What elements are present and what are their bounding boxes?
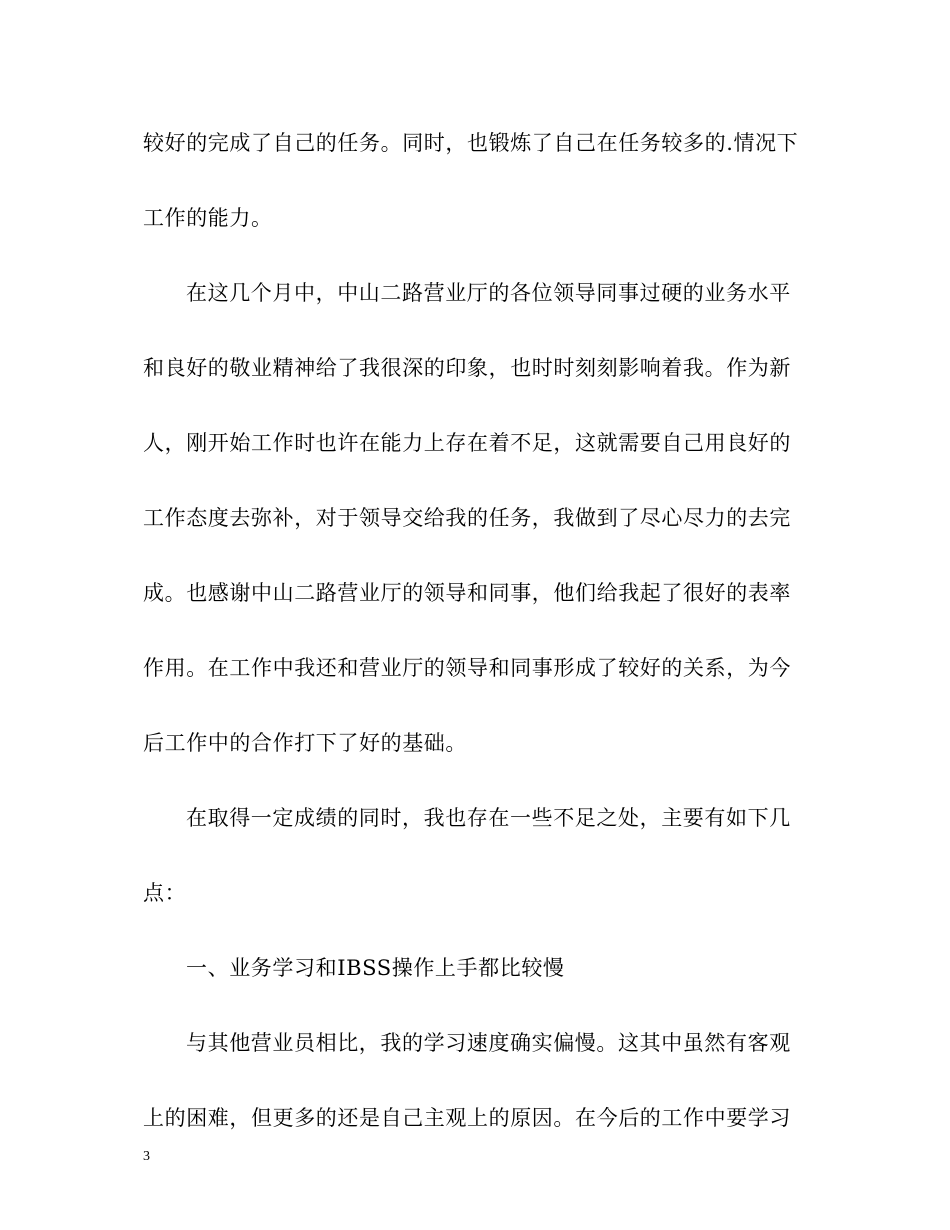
paragraph-start-line: 与其他营业员相比，我的学习速度确实偏慢。这其中虽然有客观 bbox=[186, 1031, 791, 1055]
page-number: 3 bbox=[143, 1149, 150, 1164]
text-line: 上的困难，但更多的还是自己主观上的原因。在今后的工作中要学习 bbox=[143, 1106, 791, 1130]
text-line: 成。也感谢中山二路营业厅的领导和同事，他们给我起了很好的表率 bbox=[143, 581, 791, 605]
text-line: 人，刚开始工作时也许在能力上存在着不足，这就需要自己用良好的 bbox=[143, 431, 791, 455]
text-line: 作用。在工作中我还和营业厅的领导和同事形成了较好的关系，为今 bbox=[143, 656, 791, 680]
text-line: 后工作中的合作打下了好的基础。 bbox=[143, 731, 467, 755]
text-line: 较好的完成了自己的任务。同时，也锻炼了自己在任务较多的.情况下 bbox=[143, 131, 799, 155]
text-line: 工作态度去弥补，对于领导交给我的任务，我做到了尽心尽力的去完 bbox=[143, 506, 791, 530]
text-line: 和良好的敬业精神给了我很深的印象，也时时刻刻影响着我。作为新 bbox=[143, 356, 791, 380]
section-heading: 一、业务学习和IBSS操作上手都比较慢 bbox=[186, 956, 565, 980]
text-line: 工作的能力。 bbox=[143, 206, 273, 230]
paragraph-start-line: 在取得一定成绩的同时，我也存在一些不足之处，主要有如下几 bbox=[186, 806, 791, 830]
text-line: 点： bbox=[143, 881, 187, 905]
paragraph-start-line: 在这几个月中，中山二路营业厅的各位领导同事过硬的业务水平 bbox=[186, 281, 791, 305]
